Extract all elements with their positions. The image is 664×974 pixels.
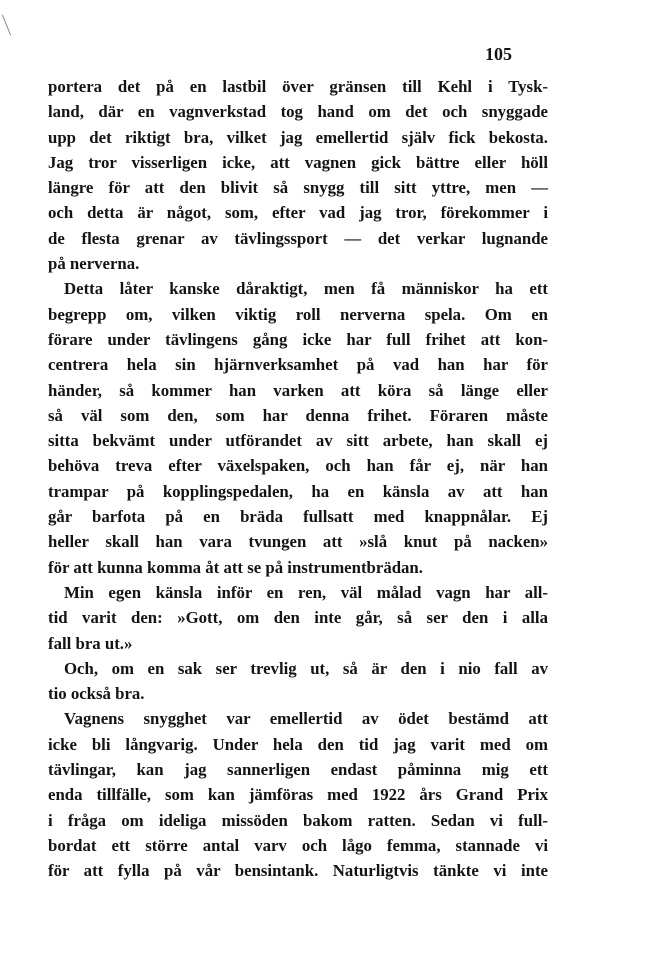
text-line: trampar på kopplingspedalen, ha en känsla av att han (48, 481, 548, 501)
text-line: Och, om en sak ser trevlig ut, så är den i nio fall av (64, 658, 548, 678)
text-line: Jag tror visserligen icke, att vagnen gick bättre eller höll (48, 152, 548, 172)
text-line: Detta låter kanske dåraktigt, men få människor ha ett (64, 279, 548, 299)
text-line: enda tillfälle, som kan jämföras med 1922 års Grand Prix (48, 785, 548, 805)
page-number: 105 (485, 44, 512, 64)
text-line: förare under tävlingens gång icke har full frihet att kon- (48, 329, 548, 349)
text-line: upp det riktigt bra, vilket jag emellertid själv fick bekosta. (48, 127, 548, 147)
text-line: fall bra ut.» (48, 633, 133, 653)
text-line: centrera hela sin hjärnverksamhet på vad han har för (48, 355, 548, 375)
text-line: sitta bekvämt under utförandet av sitt arbete, han skall ej (48, 431, 548, 451)
text-line: tio också bra. (48, 684, 145, 704)
text-line: icke bli långvarig. Under hela den tid jag varit med om (48, 734, 548, 754)
text-line: går barfota på en bräda fullsatt med knappnålar. Ej (48, 507, 548, 527)
text-line: för att kunna komma åt att se på instrumentbrädan. (48, 557, 423, 577)
text-line: tid varit den: »Gott, om den inte går, så ser den i alla (48, 608, 548, 628)
text-line: i fråga om ideliga missöden bakom ratten. Sedan vi full- (48, 810, 548, 830)
text-line: så väl som den, som har denna frihet. Föraren måste (48, 405, 548, 425)
text-line: land, där en vagnverkstad tog hand om det och snyggade (48, 102, 548, 122)
text-line: tävlingar, kan jag sannerligen endast påminna mig ett (48, 760, 548, 780)
text-line: behöva treva efter växelspaken, och han får ej, när han (48, 456, 548, 476)
text-line: portera det på en lastbil över gränsen till Kehl i Tysk- (48, 77, 548, 96)
text-line: heller skall han vara tvungen att »slå knut på nacken» (48, 532, 548, 552)
text-line: på nerverna. (48, 254, 140, 274)
body-text (48, 74, 548, 884)
text-line: händer, så kommer han varken att köra så länge eller (48, 380, 548, 400)
text-line: Vagnens snygghet var emellertid av ödet bestämd att (64, 709, 548, 729)
text-line: längre för att den blivit så snygg till sitt yttre, men — (48, 178, 548, 198)
text-line: för att fylla på vår bensintank. Naturligtvis tänkte vi inte (48, 861, 548, 881)
text-line: begrepp om, vilken viktig roll nerverna spela. Om en (48, 304, 548, 324)
text-line: Min egen känsla inför en ren, väl målad vagn har all- (64, 582, 548, 602)
scan-mark (2, 15, 11, 36)
text-line: de flesta grenar av tävlingssport — det verkar lugnande (48, 228, 548, 248)
text-line: bordat ett större antal varv och lågo femma, stannade vi (48, 835, 548, 855)
text-line: och detta är något, som, efter vad jag tror, förekommer i (48, 203, 548, 223)
